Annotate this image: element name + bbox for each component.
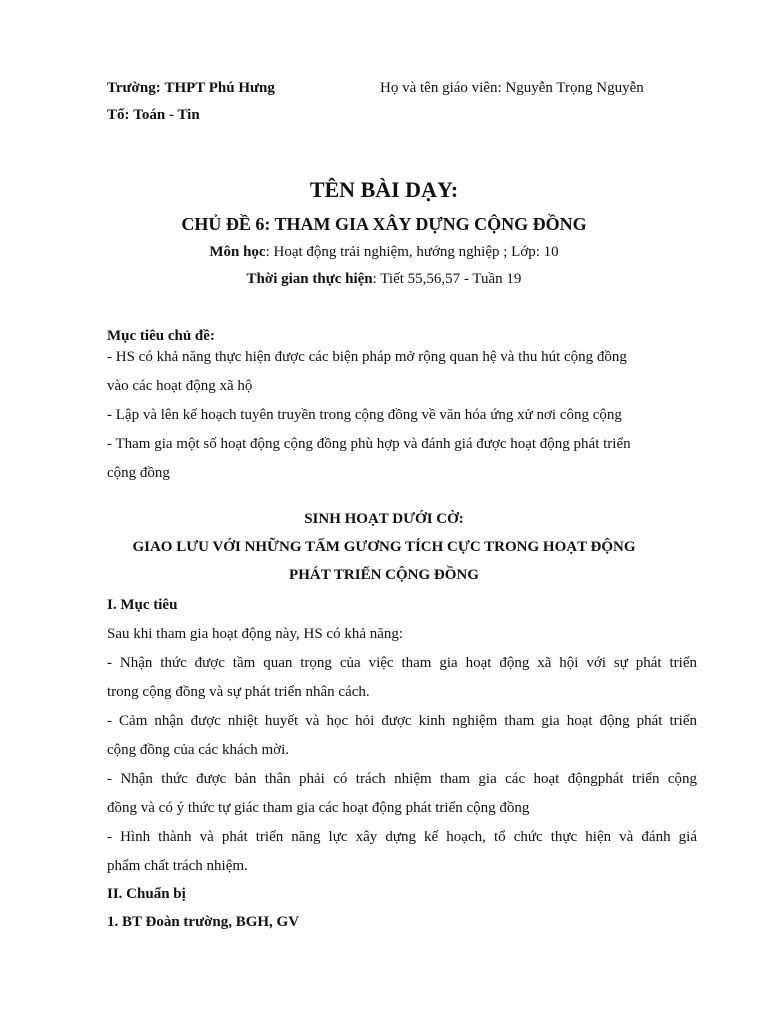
section-1-line: phẩm chất trách nhiệm. <box>107 858 248 874</box>
activity-heading: SINH HOẠT DƯỚI CỜ: <box>304 511 464 527</box>
section-1-line: cộng đồng của các khách mời. <box>107 742 290 758</box>
school-name: THPT Phú Hưng <box>164 80 275 96</box>
section-1-line: - Nhận thức được bản thân phải có trách nhiệm tham gia các hoạt độngphát triển cộng <box>107 771 697 787</box>
objectives-list <box>107 343 697 488</box>
time-label: Thời gian thực hiện <box>246 271 373 287</box>
time-line <box>0 271 768 288</box>
group-line <box>107 107 200 124</box>
subject-value: : Hoạt động trải nghiệm, hướng nghiệp ; Lớp: 10 <box>265 244 559 260</box>
topic-title: CHỦ ĐỀ 6: THAM GIA XÂY DỰNG CỘNG ĐỒNG <box>181 214 587 234</box>
activity-title-line-2: PHÁT TRIỂN CỘNG ĐỒNG <box>289 567 479 583</box>
time-value: : Tiết 55,56,57 - Tuần 19 <box>372 271 522 287</box>
objective-line: - HS có khả năng thực hiện được các biện pháp mở rộng quan hệ và thu hút cộng đồng <box>107 349 627 365</box>
section-1-heading: I. Mục tiêu <box>107 597 178 613</box>
subject-line <box>0 244 768 261</box>
objective-line: - Lập và lên kế hoạch tuyên truyền trong cộng đồng về văn hóa ứng xử nơi công cộng <box>107 407 622 423</box>
activity-title-line-1: GIAO LƯU VỚI NHỮNG TẤM GƯƠNG TÍCH CỰC TRONG HOẠT ĐỘNG <box>132 539 636 555</box>
school-label: Trường: <box>107 80 161 96</box>
group-label: Tổ: <box>107 107 130 123</box>
teacher-line <box>380 80 644 97</box>
section-1-line: Sau khi tham gia hoạt động này, HS có khả năng: <box>107 626 404 642</box>
lesson-title: TÊN BÀI DẠY: <box>309 177 459 202</box>
section-1-line: đồng và có ý thức tự giác tham gia các hoạt động phát triển cộng đồng <box>107 800 530 816</box>
objective-line: - Tham gia một số hoạt động cộng đồng phù hợp và đánh giá được hoạt động phát triển <box>107 436 631 452</box>
section-1-line: - Nhận thức được tầm quan trọng của việc tham gia hoạt động xã hội với sự phát triển <box>107 655 697 671</box>
section-1-line: trong cộng đồng và sự phát triển nhân cách. <box>107 684 370 700</box>
section-2-subheading: 1. BT Đoàn trường, BGH, GV <box>107 914 300 930</box>
objective-line: vào các hoạt động xã hộ <box>107 378 253 394</box>
objectives-heading: Mục tiêu chủ đề: <box>107 328 215 344</box>
section-1-line: - Hình thành và phát triển năng lực xây dựng kế hoạch, tổ chức thực hiện và đánh giá <box>107 829 697 845</box>
objective-line: cộng đồng <box>107 465 170 481</box>
teacher-name: Nguyễn Trọng Nguyễn <box>505 80 644 96</box>
section-2-heading: II. Chuẩn bị <box>107 886 186 902</box>
teacher-label: Họ và tên giáo viên: <box>380 80 502 96</box>
subject-label: Môn học <box>209 244 266 260</box>
section-1-line: - Cảm nhận được nhiệt huyết và học hỏi được kinh nghiệm tham gia hoạt động phát triển <box>107 713 697 729</box>
group-name: Toán - Tin <box>133 107 200 123</box>
school-line <box>107 80 275 97</box>
section-1-body <box>107 620 697 881</box>
